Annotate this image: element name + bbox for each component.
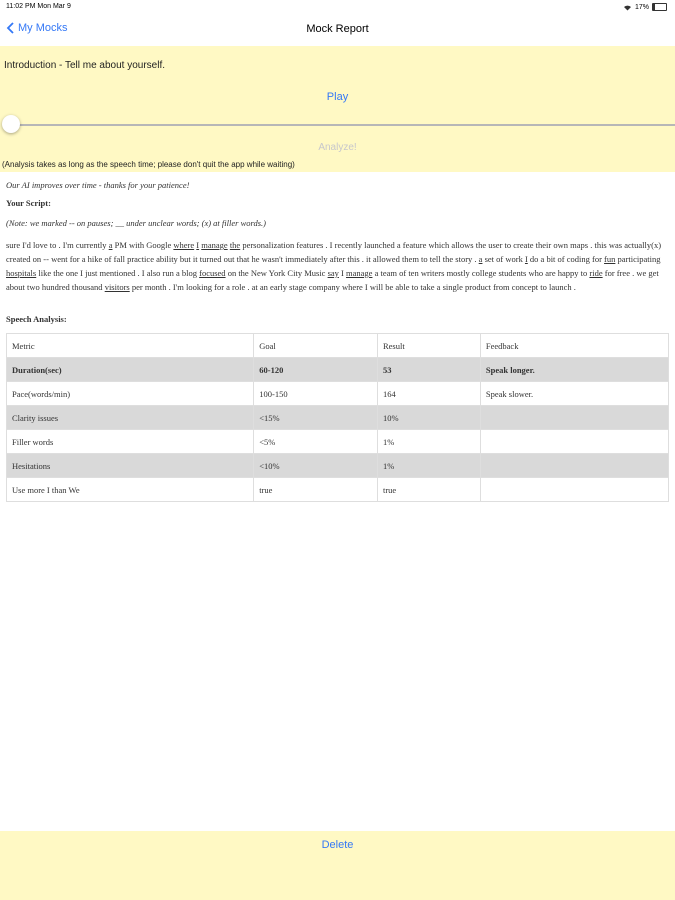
cell-goal: <15% [254, 406, 378, 430]
table-body [7, 358, 669, 502]
script-segment: per month . I'm looking for a role . at an early stage company where I will be able to take a single product from concept to launch . [129, 282, 576, 292]
cell-result: 1% [377, 430, 480, 454]
cell-result: 164 [377, 382, 480, 406]
thanks-note: Our AI improves over time - thanks for your patience! [6, 180, 190, 190]
delete-button[interactable]: Delete [321, 839, 354, 851]
unclear-word: focused [199, 268, 226, 278]
cell-feedback: Speak slower. [480, 382, 668, 406]
unclear-word: ride [589, 268, 603, 278]
playback-slider-track[interactable] [10, 124, 675, 126]
cell-goal: <5% [254, 430, 378, 454]
cell-goal: <10% [254, 454, 378, 478]
status-time-date: 11:02 PM Mon Mar 9 [6, 3, 71, 10]
cell-metric: Hesitations [7, 454, 254, 478]
script-segment: participating [615, 254, 661, 264]
script-legend: (Note: we marked -- on pauses; __ under unclear words; (x) at filler words.) [6, 218, 266, 228]
table-row [7, 382, 669, 406]
battery-icon [652, 3, 667, 11]
playback-panel [0, 46, 675, 172]
unclear-word: say [327, 268, 339, 278]
speech-analysis-table [6, 333, 669, 502]
unclear-word: a [108, 240, 113, 250]
cell-goal: true [254, 478, 378, 502]
cell-result: 53 [377, 358, 480, 382]
status-right [623, 3, 667, 11]
cell-goal: 60-120 [254, 358, 378, 382]
script-segment: personalization features . I recently launched a feature which allows the user to create their own maps . this was actually(x) created on -- went for a hike of fall practice ability but it turned out that he wasn't immediately after this . it allowed them to tell the story . [6, 240, 662, 264]
script-segment: do a bit of coding for [527, 254, 605, 264]
cell-result: 10% [377, 406, 480, 430]
back-label: My Mocks [18, 22, 68, 34]
wifi-icon [623, 4, 632, 11]
cell-feedback [480, 406, 668, 430]
script-segment: sure I'd love to . I'm currently [6, 240, 109, 250]
cell-feedback [480, 430, 668, 454]
battery-percent: 17% [634, 3, 649, 11]
script-segment: a team of ten writers mostly college students who are happy to [372, 268, 590, 278]
analysis-note: (Analysis takes as long as the speech time; please don't quit the app while waiting) [2, 160, 295, 169]
table-row [7, 454, 669, 478]
unclear-word: where [173, 240, 195, 250]
unclear-word: fun [604, 254, 616, 264]
header-result: Result [377, 334, 480, 358]
report-content [6, 180, 670, 502]
status-bar [0, 0, 675, 14]
script-heading: Your Script: [6, 198, 51, 208]
footer-bar [0, 831, 675, 900]
header-goal: Goal [254, 334, 378, 358]
unclear-word: visitors [104, 282, 130, 292]
cell-metric: Duration(sec) [7, 358, 254, 382]
cell-metric: Use more I than We [7, 478, 254, 502]
speech-analysis-heading: Speech Analysis: [6, 314, 67, 324]
header-feedback: Feedback [480, 334, 668, 358]
unclear-word: I [524, 254, 528, 264]
cell-metric: Pace(words/min) [7, 382, 254, 406]
unclear-word: I [196, 240, 200, 250]
cell-result: 1% [377, 454, 480, 478]
question-text: Introduction - Tell me about yourself. [4, 60, 166, 71]
analyze-button[interactable]: Analyze! [318, 142, 357, 153]
script-segment: on the New York City Music [225, 268, 328, 278]
navigation-bar [0, 14, 675, 47]
cell-metric: Clarity issues [7, 406, 254, 430]
table-header-row [7, 334, 669, 358]
playback-slider-thumb[interactable] [2, 115, 20, 133]
table-row [7, 478, 669, 502]
page-title: Mock Report [306, 23, 369, 35]
table-row [7, 430, 669, 454]
cell-feedback: Speak longer. [480, 358, 668, 382]
script-segment: set of work [482, 254, 525, 264]
cell-feedback [480, 478, 668, 502]
script-text [6, 238, 670, 294]
table-row [7, 406, 669, 430]
script-segment: PM with Google [112, 240, 174, 250]
cell-result: true [377, 478, 480, 502]
unclear-word: manage [201, 240, 228, 250]
header-metric: Metric [7, 334, 254, 358]
unclear-word: the [229, 240, 241, 250]
play-button[interactable]: Play [326, 91, 349, 103]
script-segment: for free . we get about two hundred thousand [6, 268, 659, 292]
cell-feedback [480, 454, 668, 478]
unclear-word: hospitals [6, 268, 37, 278]
battery-fill [653, 4, 655, 10]
script-segment: I [338, 268, 347, 278]
unclear-word: a [478, 254, 483, 264]
table-row [7, 358, 669, 382]
cell-metric: Filler words [7, 430, 254, 454]
script-segment: like the one I just mentioned . I also run a blog [36, 268, 200, 278]
cell-goal: 100-150 [254, 382, 378, 406]
unclear-word: manage [346, 268, 373, 278]
